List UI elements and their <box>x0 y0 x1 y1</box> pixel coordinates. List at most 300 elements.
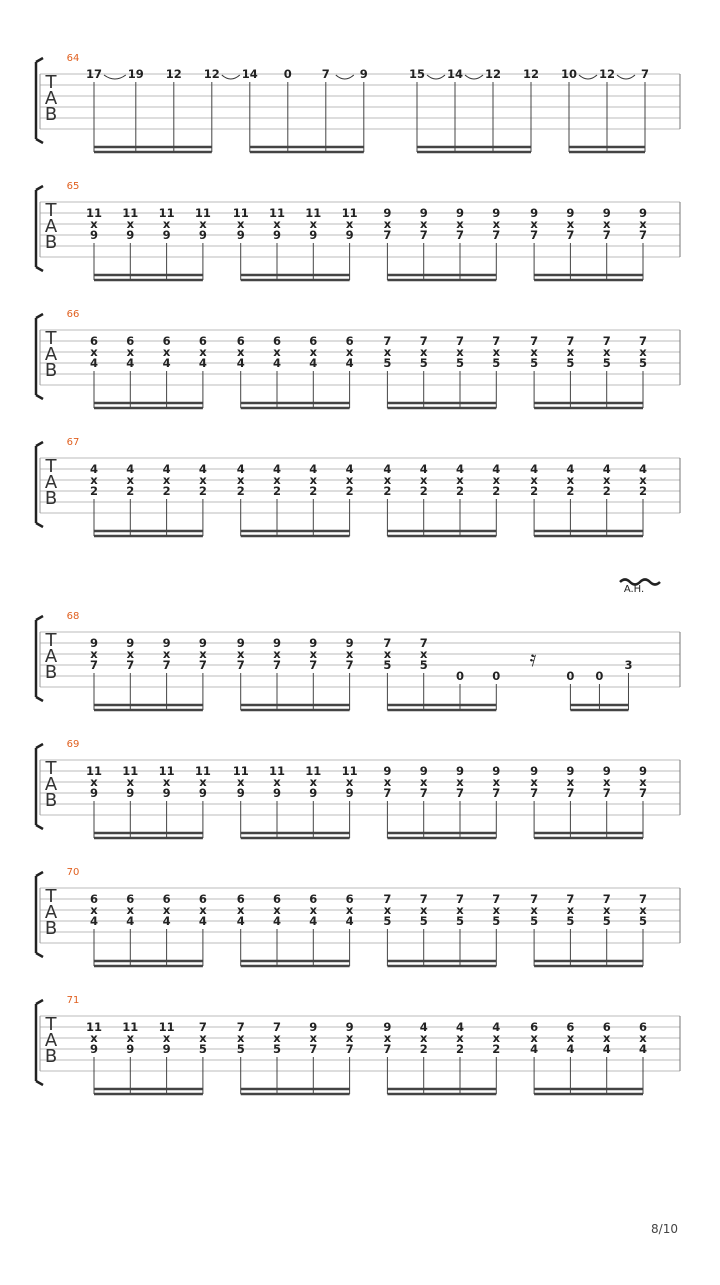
fret-number: 7 <box>321 67 330 81</box>
dead-note: x <box>162 473 171 487</box>
dead-note: x <box>90 775 98 789</box>
fret-number: 7 <box>272 658 282 672</box>
fret-number: 2 <box>455 1042 465 1056</box>
fret-number: 12 <box>203 67 220 81</box>
fret-number: 9 <box>383 206 392 220</box>
fret-number: 9 <box>345 228 354 242</box>
dead-note: x <box>419 473 428 487</box>
fret-number: 4 <box>638 462 648 476</box>
fret-number: 9 <box>272 228 282 242</box>
fret-number: 7 <box>566 892 575 906</box>
fret-number: 6 <box>162 892 171 906</box>
dead-note: x <box>345 903 354 917</box>
fret-number: 4 <box>309 356 318 370</box>
fret-number: 7 <box>383 228 392 242</box>
fret-number: 9 <box>345 786 354 800</box>
fret-number: 7 <box>419 334 428 348</box>
tab-clef-letter: B <box>44 790 58 811</box>
fret-number: 7 <box>419 228 428 242</box>
tab-clef-letter: T <box>45 630 57 651</box>
fret-number: 9 <box>89 228 99 242</box>
fret-number: 11 <box>232 764 249 778</box>
fret-number: 4 <box>89 462 99 476</box>
fret-number: 9 <box>162 228 171 242</box>
tab-clef-letter: T <box>45 200 57 221</box>
tab-system <box>36 181 680 280</box>
fret-number: 5 <box>236 1042 245 1056</box>
dead-note: x <box>566 217 575 231</box>
dead-note: x <box>492 473 501 487</box>
fret-number: 2 <box>530 484 539 498</box>
fret-number: 2 <box>492 1042 501 1056</box>
fret-number: 5 <box>455 914 465 928</box>
fret-number: 4 <box>126 914 135 928</box>
fret-number: 17 <box>85 67 103 81</box>
dead-note: x <box>383 1031 392 1045</box>
fret-number: 7 <box>419 636 428 650</box>
dead-note: x <box>199 1031 207 1045</box>
fret-number: 9 <box>309 786 318 800</box>
fret-number: 7 <box>640 67 650 81</box>
fret-number: 9 <box>126 786 135 800</box>
fret-number: 3 <box>624 658 633 672</box>
dead-note: x <box>90 647 98 661</box>
fret-number: 4 <box>419 1020 428 1034</box>
tab-clef-letter: B <box>44 1046 58 1067</box>
fret-number: 9 <box>162 636 171 650</box>
dead-note: x <box>639 1031 647 1045</box>
fret-number: 2 <box>198 484 207 498</box>
fret-number: 4 <box>345 356 354 370</box>
fret-number: 4 <box>419 462 428 476</box>
dead-note: x <box>345 473 354 487</box>
dead-note: x <box>199 903 207 917</box>
fret-number: 14 <box>241 67 258 81</box>
dead-note: x <box>566 345 575 359</box>
fret-number: 9 <box>236 228 245 242</box>
fret-number: 4 <box>198 914 207 928</box>
fret-number: 7 <box>530 892 539 906</box>
fret-number: 5 <box>566 914 575 928</box>
fret-number: 2 <box>492 484 501 498</box>
tab-system <box>36 739 680 838</box>
dead-note: x <box>383 903 392 917</box>
tab-clef-letter: B <box>44 360 58 381</box>
dead-note: x <box>90 217 98 231</box>
fret-number: 4 <box>602 462 611 476</box>
fret-number: 6 <box>566 1020 575 1034</box>
tab-clef-letter: A <box>44 646 58 667</box>
fret-number: 4 <box>492 1020 501 1034</box>
fret-number: 2 <box>345 484 354 498</box>
dead-note: x <box>530 345 538 359</box>
fret-number: 9 <box>345 1020 354 1034</box>
fret-number: 4 <box>455 462 465 476</box>
dead-note: x <box>162 1031 171 1045</box>
slur <box>336 75 354 79</box>
dead-note: x <box>126 217 135 231</box>
fret-number: 7 <box>566 786 575 800</box>
dead-note: x <box>273 775 281 789</box>
dead-note: x <box>492 775 501 789</box>
dead-note: x <box>345 217 354 231</box>
dead-note: x <box>345 345 354 359</box>
tab-clef-letter: A <box>44 774 58 795</box>
dead-note: x <box>273 217 281 231</box>
dead-note: x <box>492 345 501 359</box>
fret-number: 7 <box>345 658 354 672</box>
dead-note: x <box>162 345 171 359</box>
fret-number: 7 <box>602 334 611 348</box>
fret-number: 7 <box>602 228 611 242</box>
dead-note: x <box>162 217 171 231</box>
dead-note: x <box>456 903 464 917</box>
dead-note: x <box>419 1031 428 1045</box>
dead-note: x <box>309 1031 318 1045</box>
tab-clef-letter: A <box>44 88 58 109</box>
fret-number: 7 <box>383 334 392 348</box>
dead-note: x <box>639 775 647 789</box>
dead-note: x <box>273 903 281 917</box>
fret-number: 4 <box>89 356 99 370</box>
fret-number: 11 <box>158 206 175 220</box>
dead-note: x <box>90 473 98 487</box>
fret-number: 6 <box>272 892 282 906</box>
fret-number: 11 <box>194 764 211 778</box>
dead-note: x <box>383 345 392 359</box>
fret-number: 9 <box>89 1042 99 1056</box>
dead-note: x <box>456 345 464 359</box>
fret-number: 4 <box>272 914 282 928</box>
fret-number: 2 <box>419 1042 428 1056</box>
dead-note: x <box>199 473 207 487</box>
dead-note: x <box>383 775 392 789</box>
dead-note: x <box>90 903 98 917</box>
fret-number: 0 <box>492 669 501 683</box>
fret-number: 2 <box>126 484 135 498</box>
fret-number: 9 <box>383 764 392 778</box>
dead-note: x <box>383 647 392 661</box>
fret-number: 0 <box>566 669 575 683</box>
tab-clef-letter: B <box>44 488 58 509</box>
fret-number: 5 <box>272 1042 282 1056</box>
fret-number: 11 <box>85 206 103 220</box>
fret-number: 11 <box>341 206 358 220</box>
fret-number: 2 <box>383 484 392 498</box>
fret-number: 2 <box>455 484 465 498</box>
fret-number: 4 <box>126 356 135 370</box>
slur <box>579 75 597 79</box>
fret-number: 9 <box>492 764 501 778</box>
dead-note: x <box>383 473 392 487</box>
fret-number: 5 <box>566 356 575 370</box>
fret-number: 5 <box>419 658 428 672</box>
dead-note: x <box>602 775 611 789</box>
fret-number: 7 <box>419 892 428 906</box>
fret-number: 7 <box>455 334 465 348</box>
fret-number: 9 <box>309 636 318 650</box>
fret-number: 4 <box>345 914 354 928</box>
fret-number: 11 <box>85 1020 103 1034</box>
fret-number: 7 <box>419 786 428 800</box>
dead-note: x <box>236 647 245 661</box>
fret-number: 5 <box>383 658 392 672</box>
fret-number: 4 <box>566 462 575 476</box>
tab-system <box>36 580 680 711</box>
dead-note: x <box>273 647 281 661</box>
dead-note: x <box>345 647 354 661</box>
fret-number: 11 <box>341 764 358 778</box>
fret-number: 4 <box>272 356 282 370</box>
dead-note: x <box>383 217 392 231</box>
fret-number: 7 <box>162 658 171 672</box>
fret-number: 2 <box>602 484 611 498</box>
fret-number: 7 <box>383 636 392 650</box>
fret-number: 7 <box>126 658 135 672</box>
dead-note: x <box>419 345 428 359</box>
fret-number: 4 <box>272 462 282 476</box>
fret-number: 4 <box>236 914 245 928</box>
fret-number: 6 <box>345 334 354 348</box>
dead-note: x <box>199 647 207 661</box>
fret-number: 4 <box>492 462 501 476</box>
fret-number: 6 <box>309 892 318 906</box>
measure-number: 65 <box>66 181 80 192</box>
slur <box>617 75 635 79</box>
fret-number: 4 <box>162 914 171 928</box>
dead-note: x <box>309 647 318 661</box>
dead-note: x <box>126 345 135 359</box>
fret-number: 9 <box>455 206 465 220</box>
dead-note: x <box>566 473 575 487</box>
fret-number: 6 <box>198 334 207 348</box>
tab-clef-letter: T <box>45 456 57 477</box>
fret-number: 6 <box>345 892 354 906</box>
slur <box>222 75 240 79</box>
fret-number: 9 <box>638 764 648 778</box>
fret-number: 9 <box>602 206 611 220</box>
fret-number: 9 <box>162 786 171 800</box>
dead-note: x <box>419 775 428 789</box>
fret-number: 19 <box>127 67 144 81</box>
fret-number: 4 <box>566 1042 575 1056</box>
fret-number: 7 <box>566 334 575 348</box>
fret-number: 5 <box>492 356 501 370</box>
fret-number: 10 <box>560 67 578 81</box>
fret-number: 11 <box>305 764 322 778</box>
fret-number: 4 <box>162 356 171 370</box>
fret-number: 12 <box>598 67 616 81</box>
fret-number: 9 <box>309 1020 318 1034</box>
slur <box>427 75 445 79</box>
dead-note: x <box>236 775 245 789</box>
fret-number: 6 <box>309 334 318 348</box>
fret-number: 6 <box>602 1020 611 1034</box>
fret-number: 11 <box>85 764 103 778</box>
fret-number: 11 <box>158 764 175 778</box>
dead-note: x <box>126 775 135 789</box>
dead-note: x <box>456 473 464 487</box>
dead-note: x <box>456 775 464 789</box>
fret-number: 5 <box>602 914 611 928</box>
fret-number: 4 <box>198 462 207 476</box>
fret-number: 4 <box>162 462 171 476</box>
fret-number: 0 <box>595 669 604 683</box>
fret-number: 5 <box>198 1042 207 1056</box>
dead-note: x <box>566 775 575 789</box>
fret-number: 6 <box>638 1020 648 1034</box>
measure-number: 71 <box>66 995 80 1006</box>
tab-clef-letter: A <box>44 1030 58 1051</box>
dead-note: x <box>90 345 98 359</box>
fret-number: 11 <box>232 206 249 220</box>
fret-number: 9 <box>126 228 135 242</box>
fret-number: 6 <box>89 892 99 906</box>
dead-note: x <box>236 345 245 359</box>
fret-number: 9 <box>566 206 575 220</box>
fret-number: 14 <box>446 67 464 81</box>
fret-number: 6 <box>126 334 135 348</box>
tab-system <box>36 995 680 1094</box>
fret-number: 11 <box>122 1020 139 1034</box>
dead-note: x <box>126 473 135 487</box>
fret-number: 2 <box>566 484 575 498</box>
fret-number: 9 <box>272 636 282 650</box>
tab-clef-letter: B <box>44 232 58 253</box>
tab-clef-letter: T <box>45 886 57 907</box>
dead-note: x <box>126 903 135 917</box>
fret-number: 5 <box>530 914 539 928</box>
fret-number: 4 <box>198 356 207 370</box>
fret-number: 4 <box>638 1042 648 1056</box>
fret-number: 6 <box>162 334 171 348</box>
dead-note: x <box>162 903 171 917</box>
tab-clef-letter: B <box>44 662 58 683</box>
fret-number: 7 <box>383 1042 392 1056</box>
fret-number: 9 <box>89 636 99 650</box>
fret-number: 9 <box>236 786 245 800</box>
fret-number: 9 <box>359 67 368 81</box>
fret-number: 9 <box>419 764 428 778</box>
page-number: 8/10 <box>651 1222 678 1236</box>
dead-note: x <box>602 217 611 231</box>
dead-note: x <box>602 1031 611 1045</box>
fret-number: 7 <box>198 1020 207 1034</box>
fret-number: 9 <box>602 764 611 778</box>
fret-number: 15 <box>408 67 426 81</box>
dead-note: x <box>639 345 647 359</box>
fret-number: 9 <box>89 786 99 800</box>
fret-number: 7 <box>492 334 501 348</box>
tab-clef-letter: T <box>45 758 57 779</box>
dead-note: x <box>419 903 428 917</box>
fret-number: 4 <box>530 462 539 476</box>
fret-number: 5 <box>455 356 465 370</box>
fret-number: 7 <box>383 786 392 800</box>
fret-number: 6 <box>89 334 99 348</box>
fret-number: 4 <box>455 1020 465 1034</box>
dead-note: x <box>199 345 207 359</box>
dead-note: x <box>236 217 245 231</box>
measure-number: 66 <box>66 309 80 320</box>
tab-system <box>36 309 680 408</box>
fret-number: 4 <box>602 1042 611 1056</box>
fret-number: 9 <box>162 1042 171 1056</box>
dead-note: x <box>566 903 575 917</box>
fret-number: 7 <box>492 892 501 906</box>
fret-number: 7 <box>530 228 539 242</box>
fret-number: 7 <box>455 228 465 242</box>
dead-note: x <box>492 1031 501 1045</box>
fret-number: 9 <box>198 228 207 242</box>
dead-note: x <box>530 217 538 231</box>
fret-number: 5 <box>530 356 539 370</box>
fret-number: 7 <box>638 786 648 800</box>
measure-number: 67 <box>66 437 80 448</box>
fret-number: 5 <box>638 356 648 370</box>
dead-note: x <box>602 473 611 487</box>
fret-number: 12 <box>484 67 502 81</box>
fret-number: 7 <box>492 228 501 242</box>
fret-number: 9 <box>126 1042 135 1056</box>
dead-note: x <box>530 1031 538 1045</box>
fret-number: 11 <box>268 206 286 220</box>
tab-system <box>36 437 680 536</box>
fret-number: 12 <box>165 67 182 81</box>
fret-number: 2 <box>89 484 99 498</box>
fret-number: 4 <box>89 914 99 928</box>
fret-number: 7 <box>309 1042 318 1056</box>
dead-note: x <box>236 1031 245 1045</box>
fret-number: 4 <box>236 462 245 476</box>
fret-number: 6 <box>530 1020 539 1034</box>
dead-note: x <box>566 1031 575 1045</box>
fret-number: 9 <box>345 636 354 650</box>
tab-system <box>36 867 680 966</box>
tab-clef-letter: T <box>45 1014 57 1035</box>
fret-number: 6 <box>126 892 135 906</box>
dead-note: x <box>602 903 611 917</box>
tab-clef-letter: A <box>44 344 58 365</box>
dead-note: x <box>309 217 318 231</box>
tab-clef-letter: A <box>44 472 58 493</box>
fret-number: 9 <box>638 206 648 220</box>
fret-number: 7 <box>89 658 99 672</box>
fret-number: 4 <box>345 462 354 476</box>
fret-number: 0 <box>455 669 465 683</box>
dead-note: x <box>419 217 428 231</box>
fret-number: 7 <box>198 658 207 672</box>
dead-note: x <box>639 473 647 487</box>
dead-note: x <box>530 903 538 917</box>
dead-note: x <box>530 775 538 789</box>
fret-number: 9 <box>309 228 318 242</box>
fret-number: 5 <box>602 356 611 370</box>
fret-number: 5 <box>383 914 392 928</box>
fret-number: 4 <box>383 462 392 476</box>
slur <box>104 75 126 79</box>
fret-number: 7 <box>530 334 539 348</box>
fret-number: 7 <box>566 228 575 242</box>
fret-number: 9 <box>530 206 539 220</box>
fret-number: 4 <box>236 356 245 370</box>
dead-note: x <box>309 903 318 917</box>
fret-number: 11 <box>268 764 286 778</box>
dead-note: x <box>126 1031 135 1045</box>
fret-number: 7 <box>455 786 465 800</box>
fret-number: 5 <box>419 914 428 928</box>
fret-number: 0 <box>283 67 292 81</box>
